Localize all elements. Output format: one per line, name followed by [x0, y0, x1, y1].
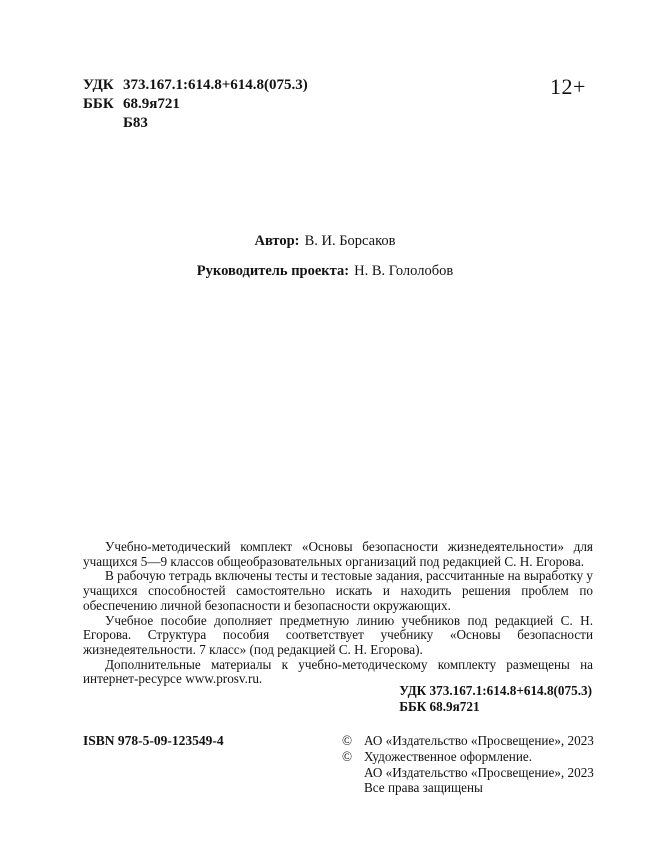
- annotation-paragraph: Дополнительные материалы к учебно-методическому комплекту размещены на интернет-ресурсе www.prosv.ru.: [83, 656, 593, 687]
- annotation-paragraph: В рабочую тетрадь включены тесты и тестовые задания, рассчитанные на выработку у учащихся способностей самостоятельно искать и находить решения проблем по обеспечению личной безопасности и безопасности окружающих.: [83, 568, 593, 613]
- book-code-label: [83, 114, 123, 133]
- udk-line: [83, 76, 308, 95]
- project-lead-line: [0, 263, 650, 280]
- udk-footer-line: УДК 373.167.1:614.8+614.8(075.3): [399, 683, 592, 698]
- credits-block: [0, 233, 650, 293]
- copyright-line: [342, 765, 594, 781]
- isbn: ISBN 978-5-09-123549-4: [83, 733, 224, 748]
- author-label: Автор:: [254, 233, 300, 249]
- copyright-symbol: [342, 765, 364, 781]
- copyright-text: АО «Издательство «Просвещение», 2023: [364, 764, 594, 780]
- copyright-symbol: ©: [342, 748, 353, 764]
- udk-label: УДК: [83, 77, 114, 93]
- bbk-line: [83, 95, 308, 114]
- annotation-paragraph: Учебное пособие дополняет предметную линию учебников под редакцией С. Н. Егорова. Структура пособия соответствует учебнику «Основы безопасности жизнедеятельности. 7 класс» (под редакцией С. Н. Егорова).: [83, 612, 593, 657]
- udk-bbk-footer-block: [399, 683, 592, 714]
- author-line: [0, 233, 650, 250]
- bbk-value: 68.9я721: [123, 96, 180, 112]
- copyright-text: Все права защищены: [364, 780, 483, 796]
- copyright-block: [342, 733, 594, 796]
- book-code-value: Б83: [123, 115, 148, 131]
- author-name: В. И. Борсаков: [304, 233, 396, 249]
- copyright-symbol: [342, 780, 364, 796]
- book-code-line: [83, 114, 308, 133]
- project-lead-label: Руководитель проекта:: [196, 263, 350, 279]
- copyright-line: [342, 780, 594, 796]
- copyright-line: [342, 749, 594, 765]
- copyright-symbol: ©: [342, 733, 353, 748]
- bbk-footer-line: ББК 68.9я721: [399, 698, 480, 714]
- annotation-block: [83, 540, 593, 687]
- annotation-paragraph: Учебно-методический комплект «Основы безопасности жизнедеятельности» для учащихся 5—9 классов общеобразовательных организаций под редакцией С. Н. Егорова.: [83, 539, 593, 569]
- copyright-line: [342, 733, 594, 749]
- copyright-text: АО «Издательство «Просвещение», 2023: [364, 733, 594, 748]
- udk-value: 373.167.1:614.8+614.8(075.3): [123, 77, 308, 93]
- udk-bbk-block: [83, 76, 308, 133]
- project-lead-name: Н. В. Гололобов: [354, 263, 454, 279]
- bbk-label: ББК: [83, 96, 114, 112]
- copyright-text: Художественное оформление.: [364, 748, 533, 764]
- age-rating-badge: 12+: [550, 74, 586, 99]
